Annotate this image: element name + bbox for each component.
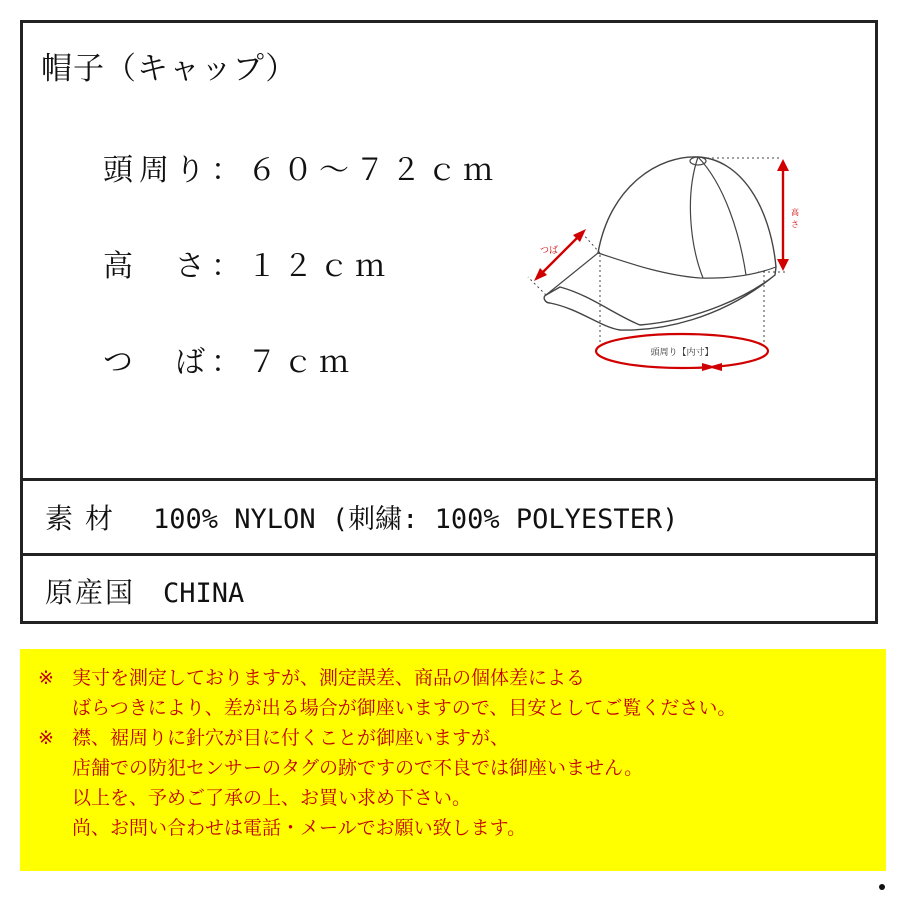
page-title: 帽子（キャップ）: [41, 51, 298, 87]
cap-crown-outline: [544, 157, 776, 330]
notice-box: [20, 649, 886, 871]
notice-line: ばらつきにより、差が出る場合が御座いますので、目安としてご覧ください。: [72, 697, 737, 719]
origin-label: 原産国: [45, 576, 136, 609]
notice-mark: ※: [38, 727, 54, 749]
material-value: 100% NYLON (刺繍: 100% POLYESTER): [153, 504, 679, 535]
notice-mark: ※: [38, 667, 54, 689]
spec-value: ６０～７２ｃｍ: [247, 153, 499, 188]
divider: [23, 478, 875, 481]
brim-label: つば: [540, 246, 559, 256]
notice-line: ※ 襟、裾周りに針穴が目に付くことが御座いますが、: [38, 723, 886, 753]
origin-row: [45, 571, 244, 611]
spec-value: ７ｃｍ: [247, 345, 355, 380]
spec-value: １２ｃｍ: [247, 249, 391, 284]
notice-line: 以上を、予めご了承の上、お買い求め下さい。: [72, 787, 472, 809]
spec-label: 高 さ：: [103, 249, 247, 284]
spec-label: 頭周り：: [103, 153, 247, 188]
height-label: さ: [791, 220, 799, 229]
spec-circumference: [103, 145, 499, 189]
divider: [23, 553, 875, 556]
height-label: 高: [791, 208, 799, 217]
spec-label: つ ば：: [103, 345, 247, 380]
notice-line: 店舗での防犯センサーのタグの跡ですので不良では御座いません。: [72, 757, 644, 779]
notice-line: 尚、お問い合わせは電話・メールでお願い致します。: [72, 817, 527, 839]
material-label: 素材: [45, 502, 126, 535]
notice-line: ※ 実寸を測定しておりますが、測定誤差、商品の個体差による: [38, 663, 886, 693]
spec-brim: [103, 337, 355, 381]
cap-diagram: [520, 145, 810, 385]
bullet-dot: [879, 884, 885, 890]
circumference-label: 頭周り【内寸】: [650, 348, 714, 358]
origin-value: CHINA: [163, 578, 245, 609]
material-row: [45, 497, 678, 537]
spec-height: [103, 241, 391, 285]
